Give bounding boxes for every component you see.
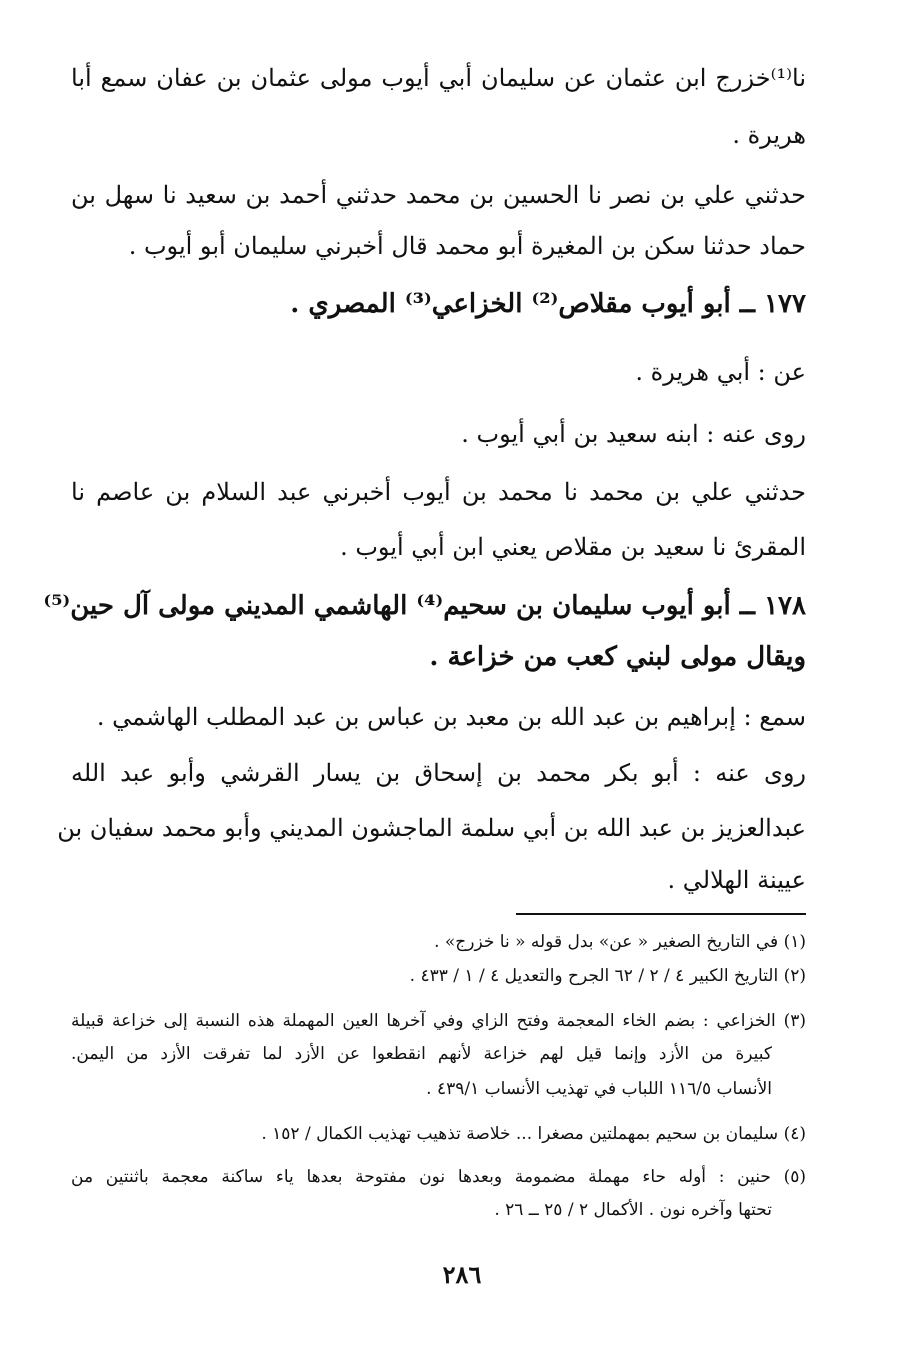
entry-heading-177: ١٧٧ ــ أبو أيوب مقلاص⁽²⁾ الخزاعي⁽³⁾ المصري . xyxy=(290,289,806,319)
body-line-6: عن : أبي هريرة . xyxy=(635,358,806,386)
footnote-separator xyxy=(516,913,806,915)
body-line-2: هريرة . xyxy=(732,121,806,149)
body-line-4: حماد حدثنا سكن بن المغيرة أبو محمد قال أخبرني سليمان أبو أيوب . xyxy=(128,232,806,260)
page-number: ٢٨٦ xyxy=(442,1260,482,1289)
footnote-4: (٤) سليمان بن سحيم بمهملتين مصغرا ... خلاصة تذهيب تهذيب الكمال / ١٥٢ . xyxy=(261,1124,806,1144)
body-line-7: روى عنه : ابنه سعيد بن أبي أيوب . xyxy=(461,420,806,448)
body-line-9: المقرئ نا سعيد بن مقلاص يعني ابن أبي أيوب . xyxy=(340,533,806,561)
footnote-2: (٢) التاريخ الكبير ٤ / ٢ / ٦٢ الجرح والتعديل ٤ / ١ / ٤٣٣ . xyxy=(409,966,806,986)
footnote-3: (٣) الخزاعي : بضم الخاء المعجمة وفتح الزاي وفي آخرها العين المهملة هذه النسبة إلى خزاعة قبيلة xyxy=(71,1011,806,1031)
footnote-5: (٥) حنين : أوله حاء مهملة مضمومة وبعدها نون مفتوحة بعدها ياء ساكنة معجمة باثنتين من xyxy=(71,1167,806,1187)
footnote-5-line-2: تحتها وآخره نون . الأكمال ٢ / ٢٥ ــ ٢٦ . xyxy=(494,1200,772,1220)
footnote-3-line-3: الأنساب ١١٦/٥ اللباب في تهذيب الأنساب ٤٣٩/١ . xyxy=(426,1079,772,1099)
body-line-13: روى عنه : أبو بكر محمد بن إسحاق بن يسار القرشي وأبو عبد الله xyxy=(71,759,806,787)
entry-heading-178: ١٧٨ ــ أبو أيوب سليمان بن سحيم⁽⁴⁾ الهاشمي المديني مولى آل حين⁽⁵⁾ xyxy=(43,591,806,621)
body-line-8: حدثني علي بن محمد نا محمد بن أيوب أخبرني عبد السلام بن عاصم نا xyxy=(71,478,806,506)
entry-heading-178-cont: ويقال مولى لبني كعب من خزاعة . xyxy=(429,642,806,672)
footnote-3-line-2: كبيرة من الأزد وإنما قيل لهم خزاعة لأنهم انقطعوا عن الأزد لما تفرقت الأزد من اليمن. xyxy=(71,1044,772,1064)
body-line-1: نا⁽¹⁾خزرج ابن عثمان عن سليمان أبي أيوب مولى عثمان بن عفان سمع أبا xyxy=(71,64,806,92)
body-line-14: عبدالعزيز بن عبد الله بن أبي سلمة الماجشون المديني وأبو محمد سفيان بن xyxy=(57,814,806,842)
body-line-3: حدثني علي بن نصر نا الحسين بن محمد حدثني أحمد بن سعيد نا سهل بن xyxy=(71,181,806,209)
body-line-12: سمع : إبراهيم بن عبد الله بن معبد بن عباس بن عبد المطلب الهاشمي . xyxy=(96,703,806,731)
body-line-15: عيينة الهلالي . xyxy=(667,866,806,894)
footnote-1: (١) في التاريخ الصغير « عن» بدل قوله « نا خزرج» . xyxy=(434,932,806,952)
